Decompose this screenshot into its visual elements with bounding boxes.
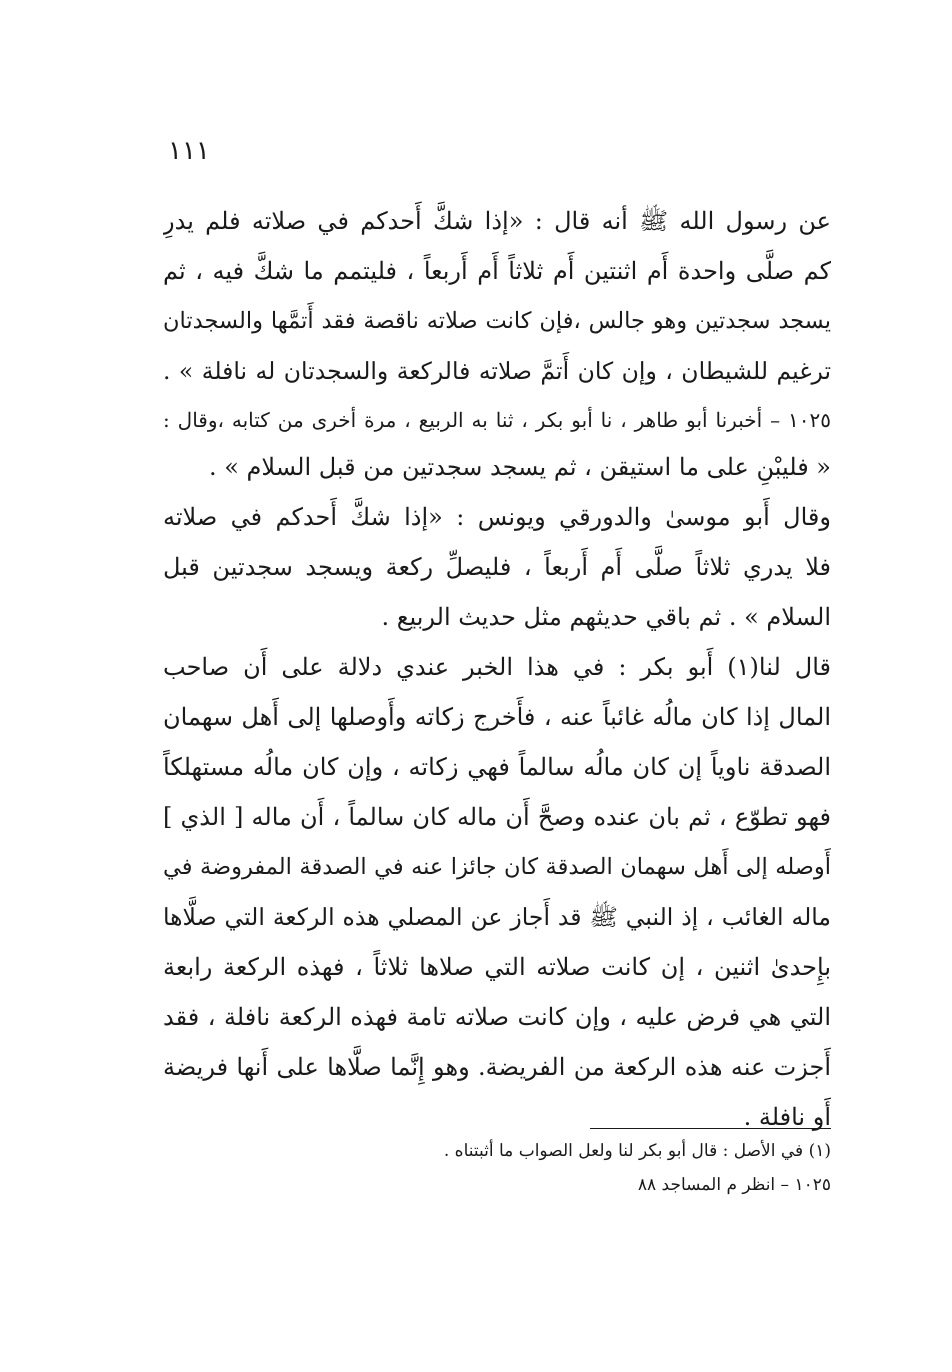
main-text (163, 196, 831, 1142)
text-line: عن رسول الله ﷺ أنه قال : «إذا شكَّ أَحدكم في صلاته فلم يدرِ (163, 207, 831, 235)
text-line: المال إذا كان مالُه غائباً عنه ، فأَخرج زكاته وأَوصلها إلى أَهل سهمان (163, 703, 831, 731)
text-line: قال لنا(١) أَبو بكر : في هذا الخبر عندي دلالة على أَن صاحب (163, 653, 831, 681)
text-line: وقال أَبو موسىٰ والدورقي ويونس : «إذا شكَّ أَحدكم في صلاته (163, 503, 831, 531)
text-line: كم صلَّى واحدة أَم اثنتين أَم ثلاثاً أَم أَربعاً ، فليتمم ما شكَّ فيه ، ثم (163, 257, 831, 285)
text-line: « فليبْنِ على ما استيقن ، ثم يسجد سجدتين من قبل السلام » . (208, 453, 831, 481)
page-number: ١١١ (168, 136, 210, 166)
text-line: أَوصله إلى أَهل سهمان الصدقة كان جائزا عنه في الصدقة المفروضة في (163, 854, 831, 880)
hadith-number-line: ١٠٢٥ – أخبرنا أبو طاهر ، نا أبو بكر ، ثنا به الربيع ، مرة أخرى من كتابه ،وقال : (163, 408, 831, 432)
text-line: أَو نافلة . (743, 1103, 831, 1131)
footnote-line: (١) في الأصل : قال أبو بكر لنا ولعل الصواب ما أثبتناه . (443, 1141, 831, 1161)
footnote-line: ١٠٢٥ – انظر م المساجد ٨٨ (637, 1175, 831, 1195)
text-line: فلا يدري ثلاثاً صلَّى أَم أَربعاً ، فليصلِّ ركعة ويسجد سجدتين قبل (163, 553, 831, 581)
text-line: أَجزت عنه هذه الركعة من الفريضة. وهو إِنَّما صلَّاها على أَنها فريضة (163, 1053, 831, 1081)
footnotes (300, 1134, 831, 1202)
text-line: يسجد سجدتين وهو جالس ،فإن كانت صلاته ناقصة فقد أَتمَّها والسجدتان (163, 308, 831, 334)
footnote-separator (590, 1128, 831, 1129)
text-line: الصدقة ناوياً إن كان مالُه سالماً فهي زكاته ، وإن كان مالُه مستهلكاً (163, 753, 831, 781)
text-line: التي هي فرض عليه ، وإن كانت صلاته تامة فهذه الركعة نافلة ، فقد (163, 1003, 831, 1031)
text-line: فهو تطوّع ، ثم بان عنده وصحَّ أَن ماله كان سالماً ، أَن ماله [ الذي ] (163, 803, 831, 831)
text-line: ترغيم للشيطان ، وإن كان أَتمَّ صلاته فالركعة والسجدتان له نافلة » . (163, 357, 831, 385)
text-line: السلام » . ثم باقي حديثهم مثل حديث الربيع . (381, 603, 831, 631)
text-line: بإِحدىٰ اثنين ، إن كانت صلاته التي صلاها ثلاثاً ، فهذه الركعة رابعة (163, 953, 831, 981)
text-line: ماله الغائب ، إذ النبي ﷺ قد أَجاز عن المصلي هذه الركعة التي صلَّاها (163, 903, 831, 931)
